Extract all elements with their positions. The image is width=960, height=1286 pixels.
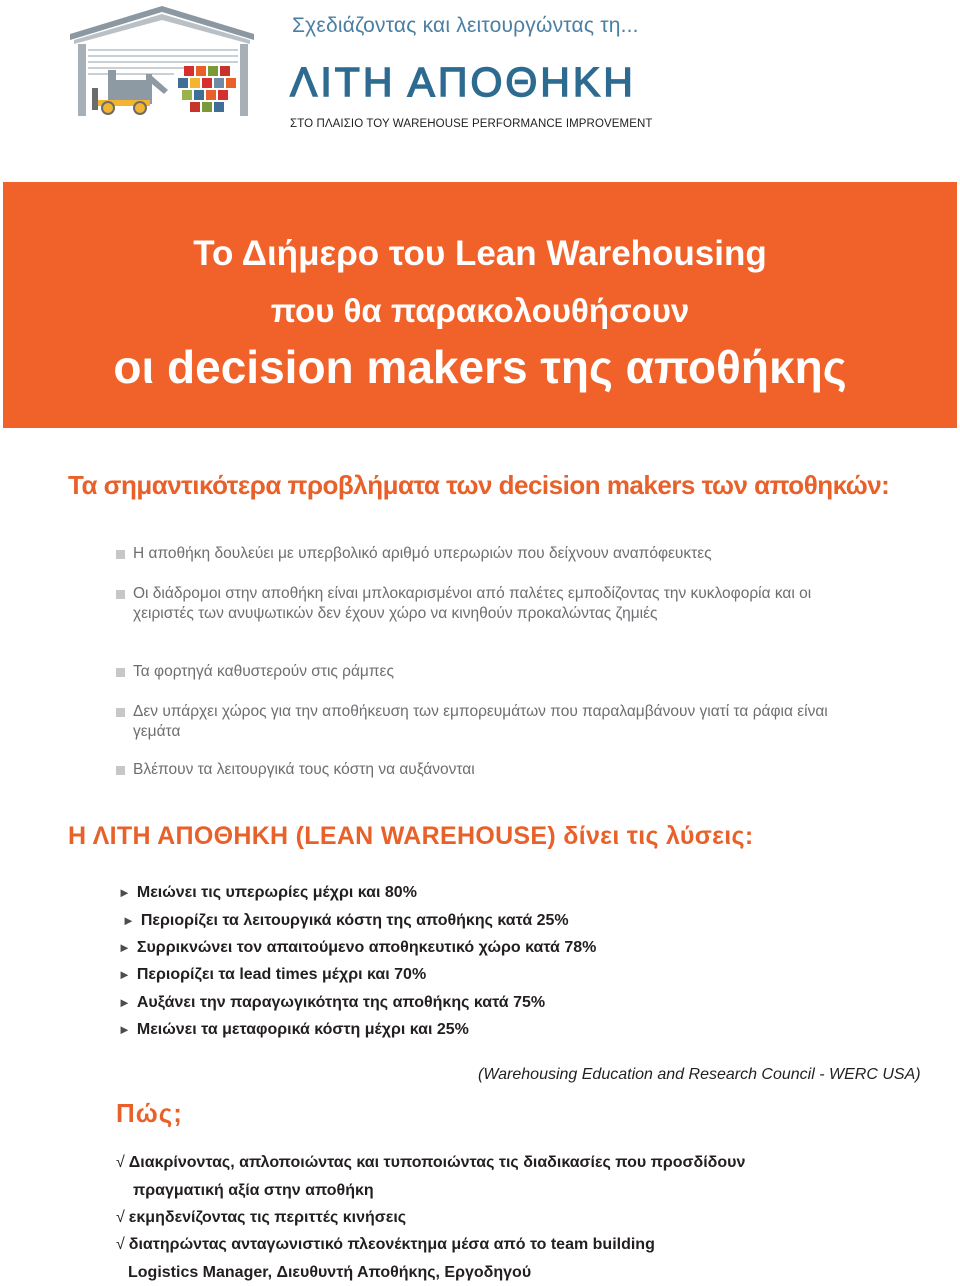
triangle-arrow-icon: ► — [118, 995, 131, 1010]
brand-subtitle: ΣΤΟ ΠΛΑΙΣΙΟ ΤΟΥ WAREHOUSE PERFORMANCE IMPROVEMENT — [290, 118, 653, 130]
title-banner — [3, 182, 957, 428]
list-item — [116, 1154, 745, 1172]
list-item — [122, 912, 569, 930]
list-item — [116, 1236, 655, 1254]
how-text-continued: πραγματική αξία στην αποθήκη — [133, 1182, 374, 1199]
how-text: Διακρίνοντας, απλοποιώντας και τυποποιώντας τις διαδικασίες που προσδίδουν — [128, 1154, 746, 1171]
check-icon: √ — [116, 1154, 125, 1171]
list-item — [116, 1209, 406, 1227]
solution-text: Αυξάνει την παραγωγικότητα της αποθήκης κατά 75% — [136, 994, 546, 1011]
triangle-arrow-icon: ► — [118, 940, 131, 955]
square-bullet-icon — [116, 766, 125, 775]
problem-text: Δεν υπάρχει χώρος για την αποθήκευση των εμπορευμάτων που παραλαμβάνουν γιατί τα ράφια είναι γεμάτα — [133, 703, 828, 740]
audience-line: Logistics Manager, Διευθυντή Αποθήκης, Εργοδηγού — [128, 1264, 532, 1281]
list-item — [118, 966, 426, 984]
problem-text: Βλέπουν τα λειτουργικά τους κόστη να αυξάνονται — [133, 761, 475, 778]
square-bullet-icon — [116, 668, 125, 677]
triangle-arrow-icon: ► — [122, 913, 135, 928]
banner-title-line-1: Το Διήμερο του Lean Warehousing — [193, 234, 767, 273]
how-heading: Πώς; — [116, 1098, 183, 1128]
list-item — [118, 1021, 469, 1039]
triangle-arrow-icon: ► — [118, 1022, 131, 1037]
banner-title-line-2: που θα παρακολουθήσουν — [270, 292, 690, 329]
list-item — [118, 884, 417, 902]
solution-text: Μειώνει τις υπερωρίες μέχρι και 80% — [136, 884, 417, 901]
warehouse-forklift-logo-icon — [64, 4, 260, 120]
list-item — [118, 939, 596, 957]
problem-text: Η αποθήκη δουλεύει με υπερβολικό αριθμό υπερωριών που δείχνουν αναπόφευκτες — [133, 545, 712, 562]
square-bullet-icon — [116, 550, 125, 559]
how-text: διατηρώντας ανταγωνιστικό πλεονέκτημα μέσα από το team building — [128, 1236, 655, 1253]
triangle-arrow-icon: ► — [118, 885, 131, 900]
brand-title: ΛΙΤΗ ΑΠΟΘΗΚΗ — [290, 59, 636, 105]
solution-text: Περιορίζει τα lead times μέχρι και 70% — [136, 966, 427, 983]
problem-text: Οι διάδρομοι στην αποθήκη είναι μπλοκαρισμένοι από παλέτες εμποδίζοντας την κυκλοφορία και οι χειριστές των ανυψωτικών δεν έχουν χώρο να κινηθούν προκαλώντας ζημιές — [133, 585, 812, 622]
problem-text: Τα φορτηγά καθυστερούν στις ράμπες — [133, 663, 394, 680]
solution-text: Περιορίζει τα λειτουργικά κόστη της αποθήκης κατά 25% — [140, 912, 569, 929]
source-citation: (Warehousing Education and Research Council - WERC USA) — [478, 1066, 921, 1083]
check-icon: √ — [116, 1209, 125, 1226]
banner-title-line-3: οι decision makers της αποθήκης — [113, 341, 847, 393]
check-icon: √ — [116, 1236, 125, 1253]
problems-heading: Τα σημαντικότερα προβλήματα των decision makers των αποθηκών: — [68, 470, 890, 500]
list-item — [118, 994, 545, 1012]
tagline: Σχεδιάζοντας και λειτουργώντας τη... — [292, 14, 639, 37]
square-bullet-icon — [116, 590, 125, 599]
triangle-arrow-icon: ► — [118, 967, 131, 982]
square-bullet-icon — [116, 708, 125, 717]
solutions-heading: Η ΛΙΤΗ ΑΠΟΘΗΚΗ (LEAN WAREHOUSE) δίνει τις λύσεις: — [68, 822, 754, 850]
solution-text: Συρρικνώνει τον απαιτούμενο αποθηκευτικό χώρο κατά 78% — [136, 939, 597, 956]
how-text: εκμηδενίζοντας τις περιττές κινήσεις — [128, 1209, 407, 1226]
solution-text: Μειώνει τα μεταφορικά κόστη μέχρι και 25% — [136, 1021, 469, 1038]
